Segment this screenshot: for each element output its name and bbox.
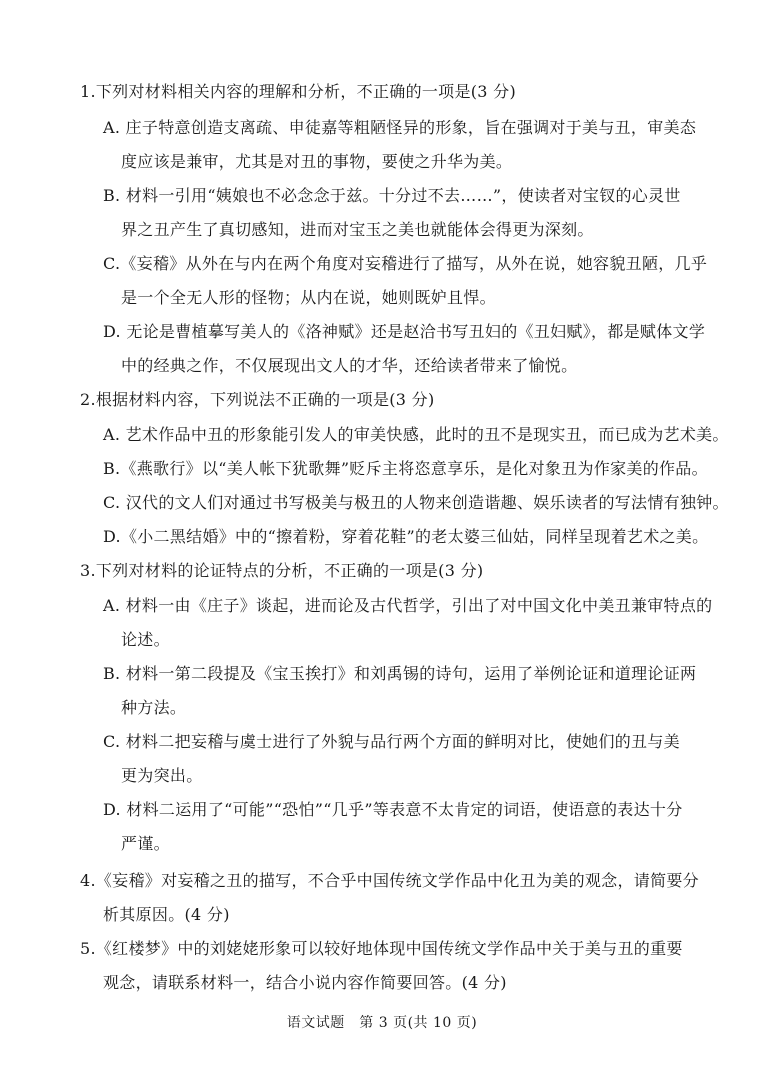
question-2-option-a: A. 艺术作品中丑的形象能引发人的审美快感，此时的丑不是现实丑，而已成为艺术美。 bbox=[103, 425, 729, 444]
question-1-option-c: C.《妄稽》从外在与内在两个角度对妄稽进行了描写，从外在说，她容貌丑陋，几乎 bbox=[103, 254, 708, 273]
question-3-option-a: A. 材料一由《庄子》谈起，进而论及古代哲学，引出了对中国文化中美丑兼审特点的 bbox=[103, 596, 713, 615]
question-1-option-b: B. 材料一引用“姨娘也不必念念于兹。十分过不去……”，使读者对宝钗的心灵世 bbox=[103, 186, 681, 205]
question-3-stem: 3.下列对材料的论证特点的分析，不正确的一项是(3 分) bbox=[80, 561, 484, 580]
question-3-option-a-cont: 论述。 bbox=[121, 630, 170, 649]
question-1-option-d: D. 无论是曹植摹写美人的《洛神赋》还是赵洽书写丑妇的《丑妇赋》，都是赋体文学 bbox=[103, 322, 706, 341]
question-1-option-a: A. 庄子特意创造支离疏、申徒嘉等粗陋怪异的形象，旨在强调对于美与丑，审美态 bbox=[103, 118, 697, 137]
question-3-option-b-cont: 种方法。 bbox=[121, 698, 187, 717]
question-4-stem-cont: 析其原因。(4 分) bbox=[103, 905, 230, 924]
question-3-option-d-cont: 严谨。 bbox=[121, 834, 170, 853]
question-2-stem: 2.根据材料内容，下列说法不正确的一项是(3 分) bbox=[80, 390, 435, 409]
question-2-option-c: C. 汉代的文人们对通过书写极美与极丑的人物来创造谐趣、娱乐读者的写法情有独钟。 bbox=[103, 493, 729, 512]
question-5-stem: 5.《红楼梦》中的刘姥姥形象可以较好地体现中国传统文学作品中关于美与丑的重要 bbox=[80, 939, 683, 958]
question-3-option-d: D. 材料二运用了“可能”“恐怕”“几乎”等表意不太肯定的词语，使语意的表达十分 bbox=[103, 800, 683, 819]
question-1-option-c-cont: 是一个全无人形的怪物；从内在说，她则既妒且悍。 bbox=[121, 288, 496, 307]
question-4-stem: 4.《妄稽》对妄稽之丑的描写，不合乎中国传统文学作品中化丑为美的观念，请简要分 bbox=[80, 871, 699, 890]
question-1-option-b-cont: 界之丑产生了真切感知，进而对宝玉之美也就能体会得更为深刻。 bbox=[121, 220, 594, 239]
question-3-option-c-cont: 更为突出。 bbox=[121, 766, 203, 785]
question-3-option-c: C. 材料二把妄稽与虞士进行了外貌与品行两个方面的鲜明对比，使她们的丑与美 bbox=[103, 732, 680, 751]
question-1-option-a-cont: 度应该是兼审，尤其是对丑的事物，要使之升华为美。 bbox=[121, 152, 513, 171]
question-2-option-b: B.《燕歌行》以“美人帐下犹歌舞”贬斥主将恣意享乐，是化对象丑为作家美的作品。 bbox=[103, 459, 708, 478]
question-1-option-d-cont: 中的经典之作，不仅展现出文人的才华，还给读者带来了愉悦。 bbox=[121, 356, 578, 375]
question-5-stem-cont: 观念，请联系材料一，结合小说内容作简要回答。(4 分) bbox=[103, 973, 507, 992]
question-3-option-b: B. 材料一第二段提及《宝玉挨打》和刘禹锡的诗句，运用了举例论证和道理论证两 bbox=[103, 664, 697, 683]
question-2-option-d: D.《小二黑结婚》中的“擦着粉，穿着花鞋”的老太婆三仙姑，同样呈现着艺术之美。 bbox=[103, 527, 709, 546]
page-footer: 语文试题 第 3 页(共 10 页) bbox=[286, 1015, 478, 1031]
question-1-stem: 1.下列对材料相关内容的理解和分析，不正确的一项是(3 分) bbox=[80, 82, 517, 101]
